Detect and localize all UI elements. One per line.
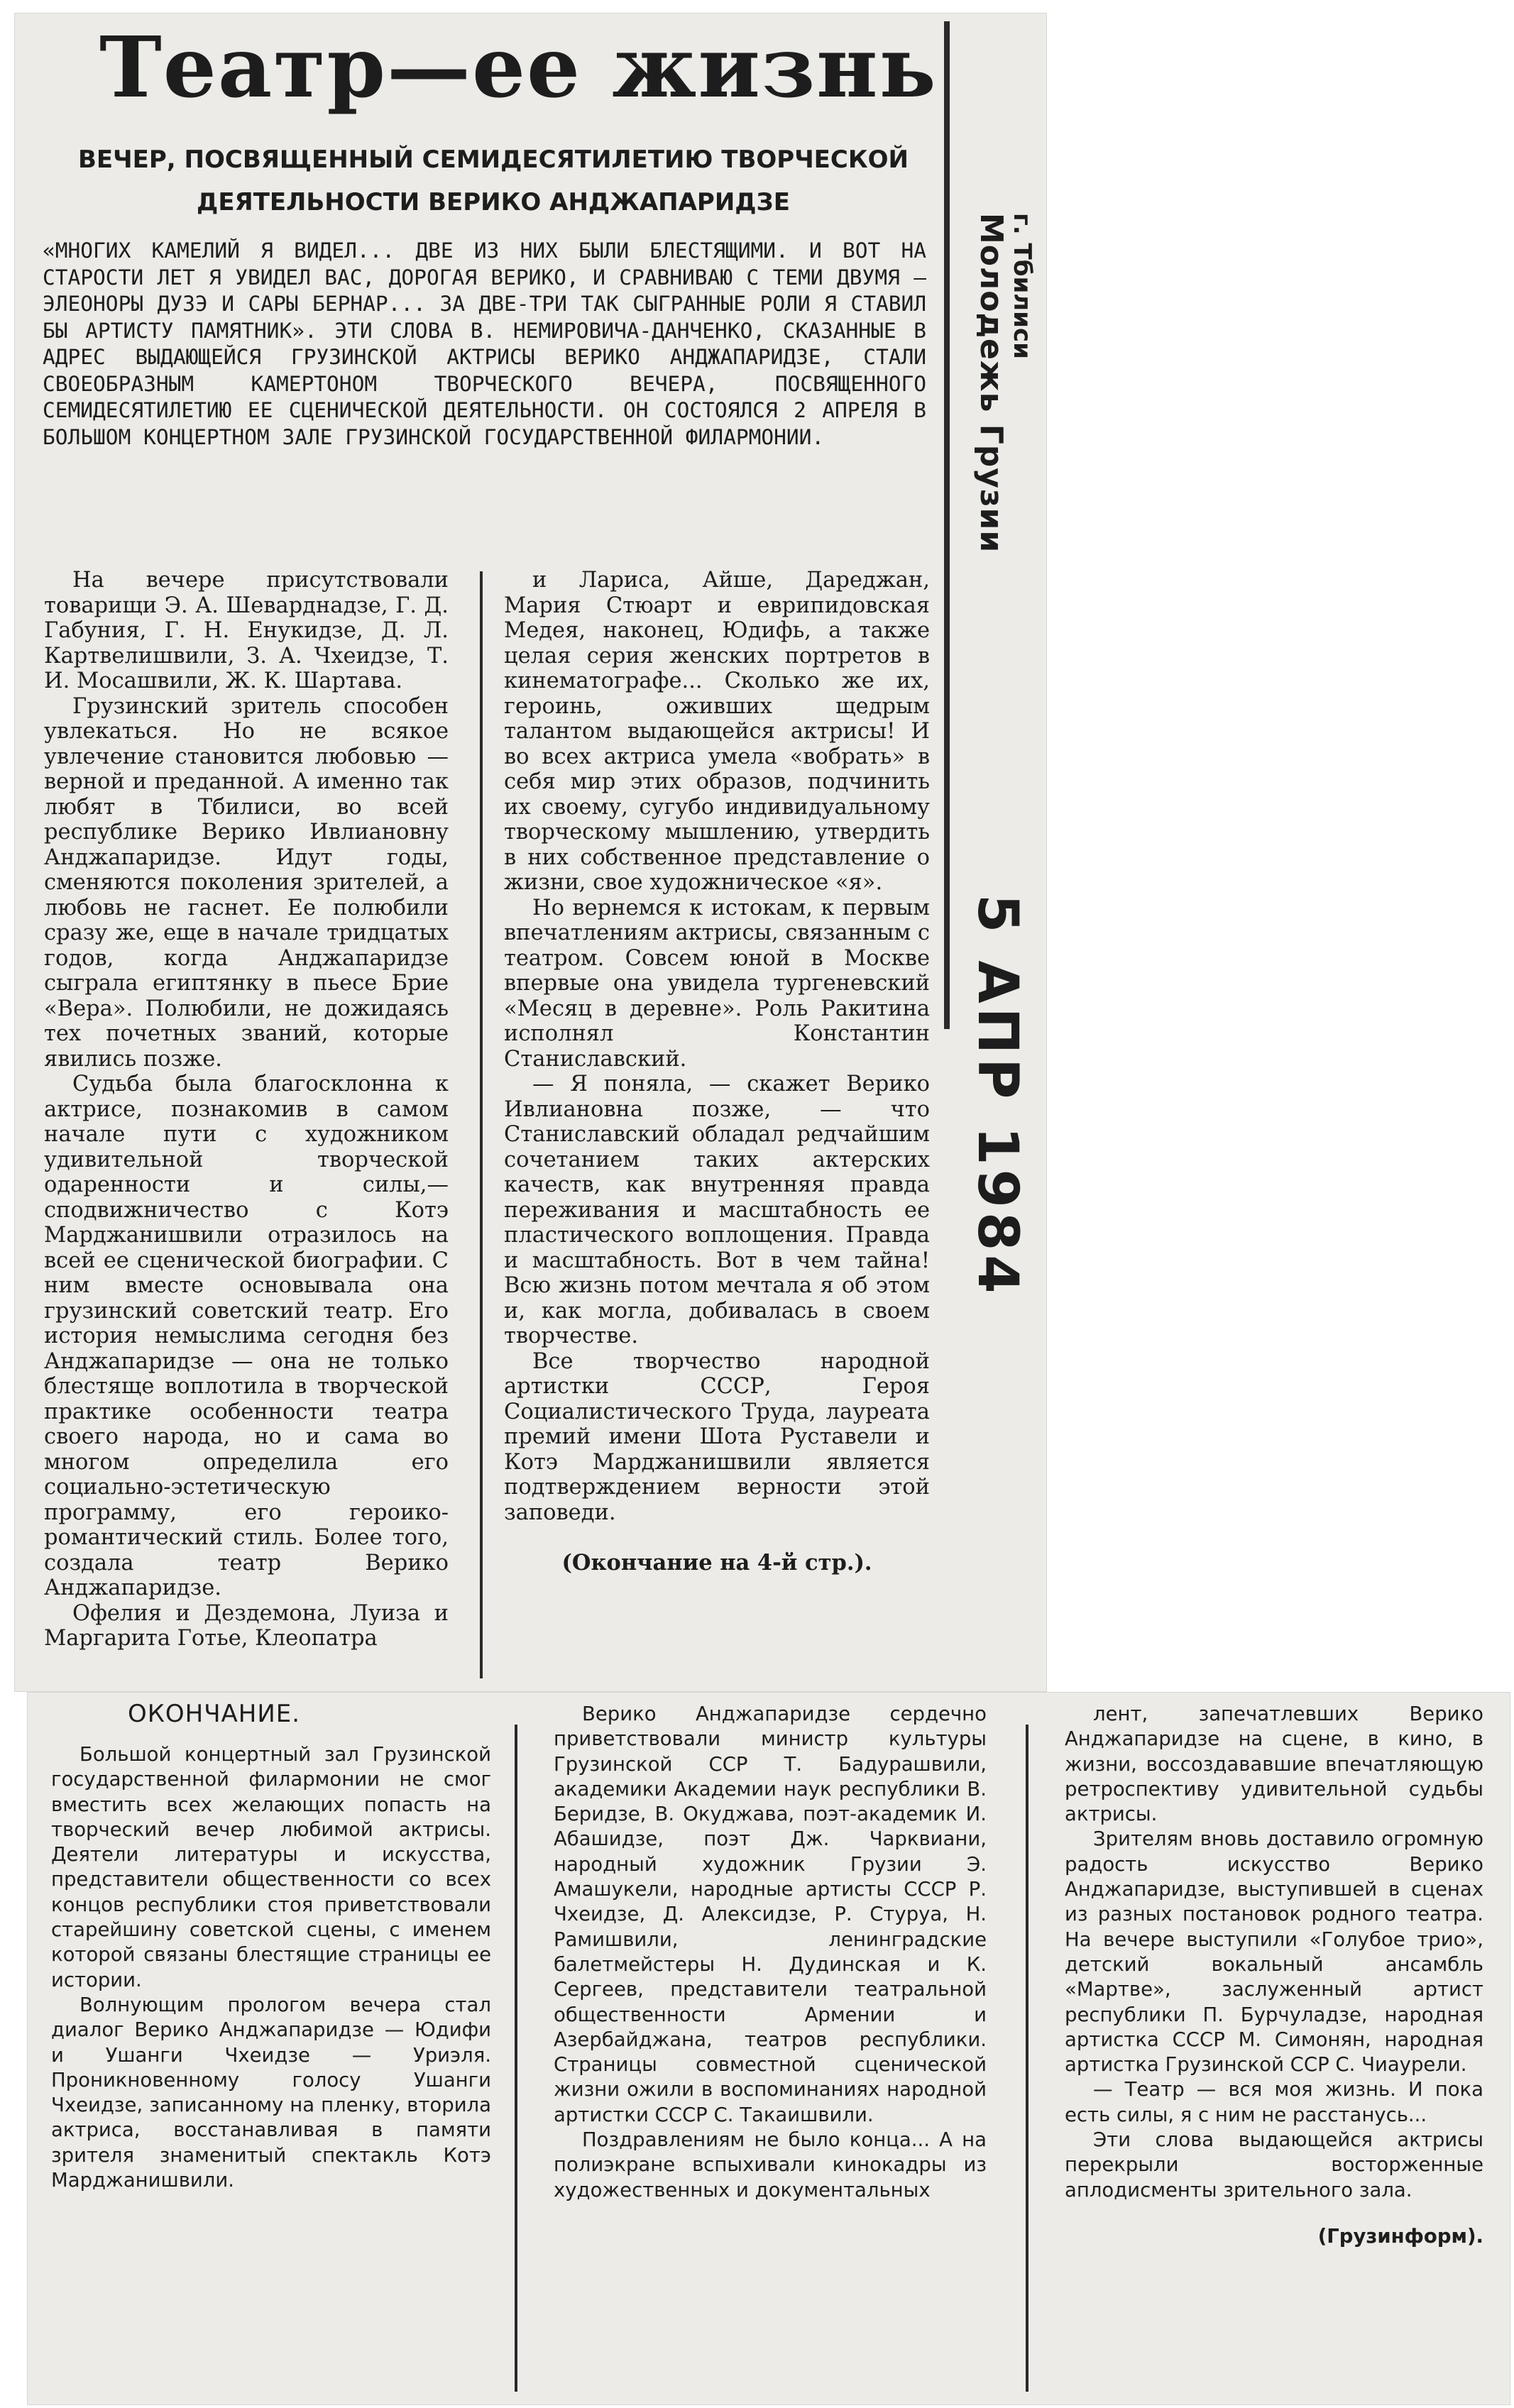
paragraph: Судьба была благосклонна к актрисе, познакомив в самом начале пути с художником удивительной творческой одаренности и силы,—сподвижничество с Котэ Марджанишвили отразилось на всей ее сценической биографии. С ним вместе основывала она грузинский советский театр. Его история немыслима сегодня без Анджапаридзе — она не только блестяще воплотила в творческой практике особенности театра своего народа, но и сама во многом определила его социально-эстетическую программу, его героико-романтический стиль. Более того, создала театр Верико Анджапаридзе. <box>44 1072 449 1600</box>
stamp-date: 5 АПР 1984 <box>965 894 1029 1298</box>
paragraph: и Лариса, Айше, Дареджан, Мария Стюарт и еврипидовская Медея, наконец, Юдифь, а также целая серия женских портретов в кинематографе... Сколько же их, героинь, оживших щедрым талантом выдающейся актрисы! И во всех актриса умела «вобрать» в себя мир этих образов, подчинить их своему, сугубо индивидуальному творческому мышлению, утвердить в них собственное представление о жизни, свое художническое «я». <box>504 568 930 895</box>
ending-column-1 <box>51 1742 491 2193</box>
paragraph: Но вернемся к истокам, к первым впечатлениям актрисы, связанным с театром. Совсем юной в Москве впервые она увидела тургеневский «Месяц в деревне». Роль Ракитина исполнял Константин Станиславский. <box>504 895 930 1072</box>
ending-column-3 <box>1065 1702 1483 2249</box>
lead-paragraph: «МНОГИХ КАМЕЛИЙ Я ВИДЕЛ... ДВЕ ИЗ НИХ БЫЛИ БЛЕСТЯЩИМИ. И ВОТ НА СТАРОСТИ ЛЕТ Я УВИДЕЛ ВАС, ДОРОГАЯ ВЕРИКО, И СРАВНИВАЮ С ТЕМИ ДВУМЯ — ЭЛЕОНОРЫ ДУЗЭ И САРЫ БЕРНАР... ЗА ДВЕ-ТРИ ТАК СЫГРАННЫЕ РОЛИ Я СТАВИЛ БЫ АРТИСТУ ПАМЯТНИК». ЭТИ СЛОВА В. НЕМИРОВИЧА-ДАНЧЕНКО, СКАЗАННЫЕ В АДРЕС ВЫДАЮЩЕЙСЯ ГРУЗИНСКОЙ АКТРИСЫ ВЕРИКО АНДЖАПАРИДЗЕ, СТАЛИ СВОЕОБРАЗНЫМ КАМЕРТОНОМ ТВОРЧЕСКОГО ВЕЧЕРА, ПОСВЯЩЕННОГО СЕМИДЕСЯТИЛЕТИЮ ЕЕ СЦЕНИЧЕСКОЙ ДЕЯТЕЛЬНОСТИ. ОН СОСТОЯЛСЯ 2 АПРЕЛЯ В БОЛЬШОМ КОНЦЕРТНОМ ЗАЛЕ ГРУЗИНСКОЙ ГОСУДАРСТВЕННОЙ ФИЛАРМОНИИ. <box>43 238 926 449</box>
ending-column-2 <box>554 1702 987 2203</box>
paragraph: Поздравлениям не было конца... А на полиэкране вспыхивали кинокадры из художественных и документальных <box>554 2128 987 2201</box>
column-divider <box>1026 1725 1028 2392</box>
stamp-newspaper-name: Молодежь Грузии <box>973 213 1009 554</box>
article-column-1 <box>44 568 449 1651</box>
paragraph: — Театр — вся моя жизнь. И пока есть силы, я с ним не расстанусь... <box>1065 2078 1483 2126</box>
paragraph: лент, запечатлевших Верико Анджапаридзе на сцене, в кино, в жизни, воссоздававшие впечатляющую ретроспективу удивительной судьбы актрисы. <box>1065 1703 1483 1826</box>
paragraph: — Я поняла, — скажет Верико Ивлиановна позже, — что Станиславский обладал редчайшим сочетанием таких актерских качеств, как внутренняя правда переживания и масштабность ее пластического воплощения. Правда и масштабность. Вот в чем тайна! Всю жизнь потом мечтала я об этом и, как могла, добивалась в своем творчестве. <box>504 1072 930 1348</box>
paragraph: Эти слова выдающейся актрисы перекрыли восторженные аплодисменты зрительного зала. <box>1065 2128 1483 2201</box>
subheadline: ВЕЧЕР, ПОСВЯЩЕННЫЙ СЕМИДЕСЯТИЛЕТИЮ ТВОРЧЕСКОЙ ДЕЯТЕЛЬНОСТИ ВЕРИКО АНДЖАПАРИДЗЕ <box>78 145 909 216</box>
headline: Театр—ее жизнь <box>99 18 938 116</box>
paragraph: Зрителям вновь доставило огромную радость искусство Верико Анджапаридзе, выступившей в сценах из разных постановок родного театра. На вечере выступили «Голубое трио», детский вокальный ансамбль «Мартве», заслуженный артист республики П. Бурчуладзе, народная артистка СССР М. Симонян, народная артистка Грузинской ССР С. Чиаурели. <box>1065 1827 1483 2077</box>
paragraph: Большой концертный зал Грузинской государственной филармонии не смог вместить всех желающих попасть на творческий вечер любимой актрисы. Деятели литературы и искусства, представители общественности со всех концов республики стоя приветствовали старейшину советской сцены, с именем которой связаны блестящие страницы ее истории. <box>51 1743 491 1991</box>
column-divider <box>515 1725 517 2392</box>
newspaper-stamp <box>944 213 1036 1298</box>
ending-label: ОКОНЧАНИЕ. <box>128 1700 301 1728</box>
paragraph: Грузинский зритель способен увлекаться. Но не всякое увлечение становится любовью — верной и преданной. А именно так любят в Тбилиси, во всей республике Верико Ивлиановну Анджапаридзе. Идут годы, сменяются поколения зрителей, а любовь не гаснет. Ее полюбили сразу же, еще в начале тридцатых годов, когда Анджапаридзе сыграла египтянку в пьесе Брие «Вера». Полюбили, не дожидаясь тех почетных званий, которые явились позже. <box>44 693 449 1072</box>
paragraph: Офелия и Дездемона, Луиза и Маргарита Готье, Клеопатра <box>44 1600 449 1651</box>
column-divider <box>480 571 483 1678</box>
paragraph: На вечере присутствовали товарищи Э. А. Шеварднадзе, Г. Д. Габуния, Г. Н. Енукидзе, Д. Л. Картвелишвили, З. А. Чхеидзе, Т. И. Мосашвили, Ж. К. Шартава. <box>44 568 449 693</box>
paragraph: Волнующим прологом вечера стал диалог Верико Анджапаридзе — Юдифи и Ушанги Чхеидзе — Уриэля. Проникновенному голосу Ушанги Чхеидзе, записанному на пленку, вторила актриса, восстанавливая в памяти зрителя знаменитый спектакль Котэ Марджанишвили. <box>51 1993 491 2192</box>
continuation-note: (Окончание на 4-й стр.). <box>561 1550 872 1576</box>
stamp-city: г. Тбилиси <box>1008 213 1036 359</box>
paragraph: Все творчество народной артистки СССР, Героя Социалистического Труда, лауреата премий имени Шота Руставели и Котэ Марджанишвили является подтверждением верности этой заповеди. <box>504 1348 930 1525</box>
signature: (Грузинформ). <box>1317 2224 1483 2248</box>
article-column-2 <box>504 568 930 1576</box>
paragraph: Верико Анджапаридзе сердечно приветствовали министр культуры Грузинской ССР Т. Бадурашвили, академики Академии наук республики В. Беридзе, В. Окуджава, поэт-академик И. Абашидзе, поэт Дж. Чарквиани, народный художник Грузии Э. Амашукели, народные артисты СССР Р. Чхеидзе, Д. Алексидзе, Р. Стуруа, Н. Рамишвили, ленинградские балетмейстеры Н. Дудинская и К. Сергеев, представители театральной общественности Армении и Азербайджана, театров республики. Страницы совместной сценической жизни ожили в воспоминаниях народной артистки СССР С. Такаишвили. <box>554 1703 987 2126</box>
